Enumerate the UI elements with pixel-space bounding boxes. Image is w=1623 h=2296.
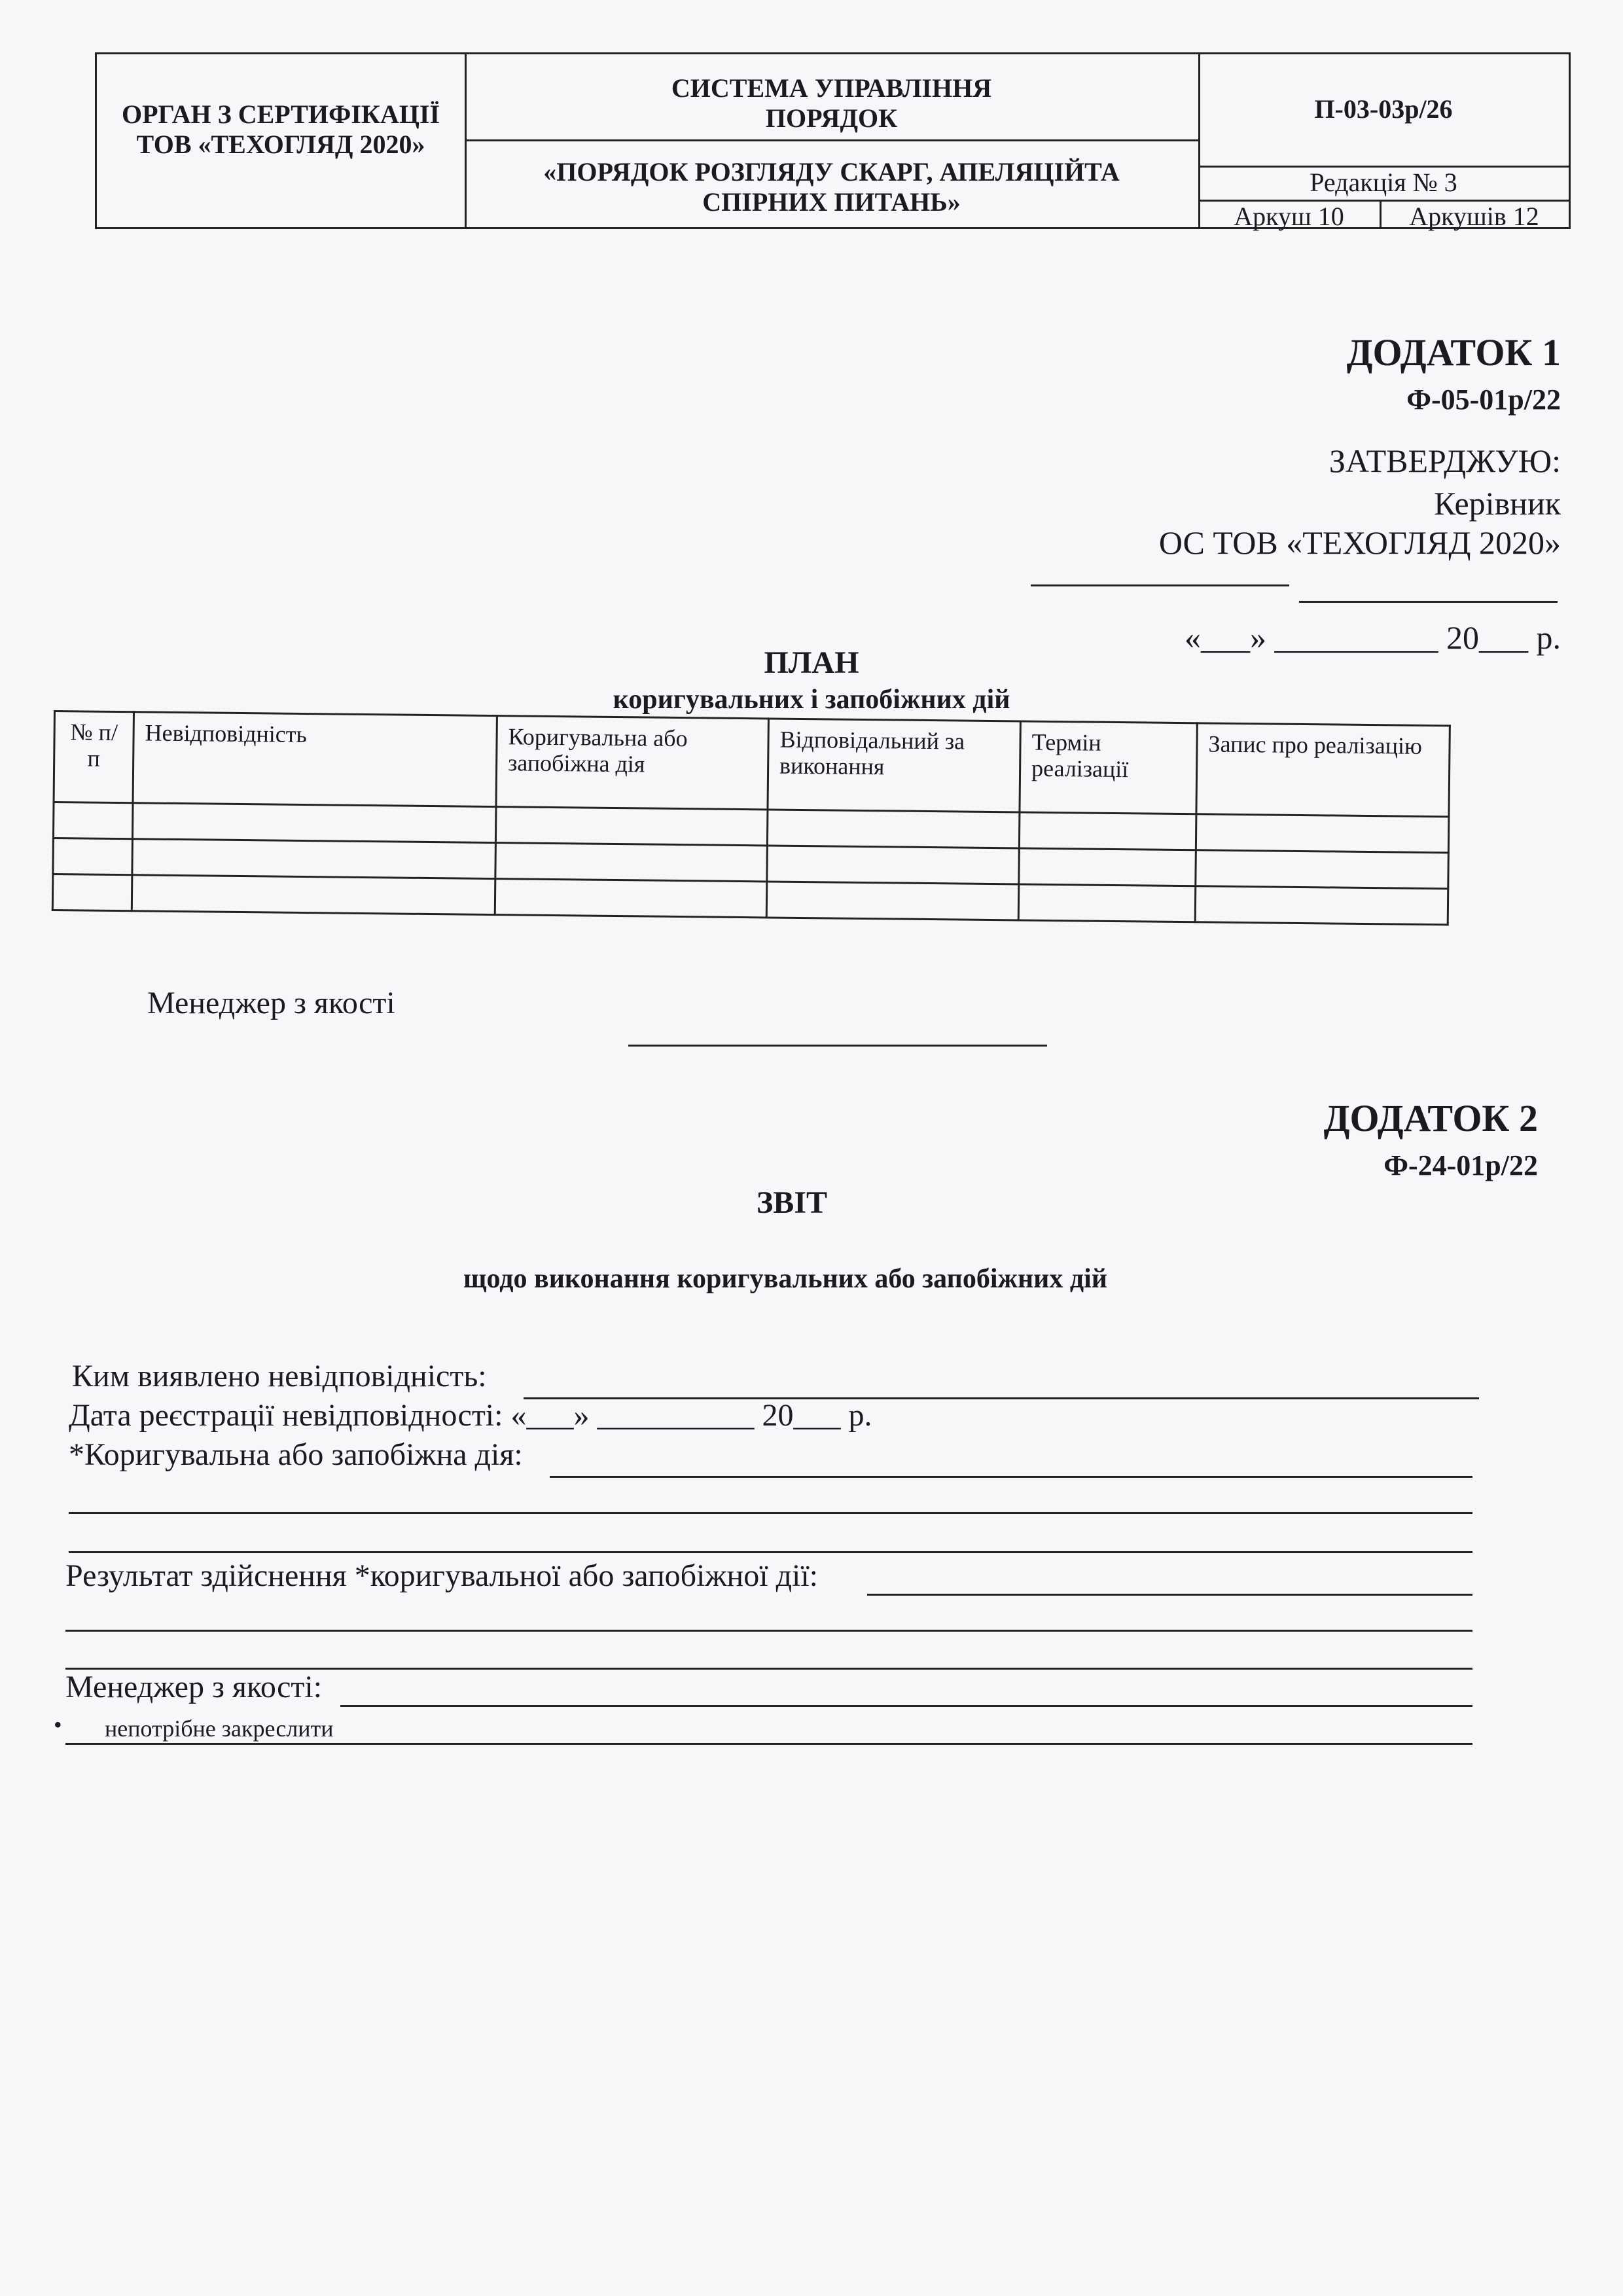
col-responsible: Відповідальний за виконання xyxy=(768,719,1020,812)
head-org: ОС ТОВ «ТЕХОГЛЯД 2020» xyxy=(1158,524,1561,561)
col-deadline: Термін реалізації xyxy=(1020,721,1197,814)
edition: Редакція № 3 xyxy=(1310,168,1457,197)
action-label: *Коригувальна або запобіжна дія: xyxy=(69,1437,523,1472)
appendix1-title: ДОДАТОК 1 xyxy=(1346,331,1561,374)
plan-table xyxy=(52,710,1451,925)
col-number: № п/п xyxy=(54,711,134,803)
action-line-2 xyxy=(69,1512,1472,1514)
sheet-number: Аркуш 10 xyxy=(1234,202,1344,231)
sheets-total: Аркушів 12 xyxy=(1409,202,1539,231)
approve-date: «___» __________ 20___ р. xyxy=(1185,619,1561,656)
org-name-line2: ТОВ «ТЕХОГЛЯД 2020» xyxy=(136,130,425,159)
manager-field-label: Менеджер з якості: xyxy=(65,1670,323,1704)
manager-field-line-2 xyxy=(65,1743,1472,1745)
result-line-1 xyxy=(867,1594,1472,1596)
procedure-title-line2: СПІРНИХ ПИТАНЬ» xyxy=(702,187,961,217)
org-name-line1: ОРГАН З СЕРТИФІКАЦІЇ xyxy=(121,99,440,129)
found-by-label: Ким виявлено невідповідність: xyxy=(72,1359,487,1393)
appendix2-code: Ф-24-01р/22 xyxy=(1383,1149,1538,1181)
procedure-title-line1: «ПОРЯДОК РОЗГЛЯДУ СКАРГ, АПЕЛЯЦІЙТА xyxy=(543,157,1120,187)
head-role: Керівник xyxy=(1434,485,1561,522)
col-action: Коригувальна або запобіжна дія xyxy=(496,716,768,810)
footnote: непотрібне закреслити xyxy=(105,1715,334,1742)
manager-signature-line xyxy=(628,1045,1047,1047)
result-label: Результат здійснення *коригувальної або запобіжної дії: xyxy=(65,1558,819,1593)
manager-field-line xyxy=(340,1705,1472,1707)
system-title: СИСТЕМА УПРАВЛІННЯ xyxy=(671,73,992,103)
result-line-2 xyxy=(65,1630,1472,1632)
col-record: Запис про реалізацію xyxy=(1196,723,1450,817)
document-header xyxy=(95,52,1571,229)
action-line-3 xyxy=(69,1551,1472,1553)
approve-label: ЗАТВЕРДЖУЮ: xyxy=(1329,442,1561,479)
action-line-1 xyxy=(550,1476,1472,1478)
appendix1-code: Ф-05-01р/22 xyxy=(1406,384,1561,416)
reg-date-label: Дата реєстрації невідповідності: «___» __________ 20___ р. xyxy=(69,1398,872,1433)
plan-title: ПЛАН xyxy=(764,645,859,680)
report-title: ЗВІТ xyxy=(756,1185,828,1220)
signature-line xyxy=(1031,584,1289,586)
appendix2-title: ДОДАТОК 2 xyxy=(1323,1097,1538,1139)
name-line xyxy=(1299,601,1558,603)
doc-code: П-03-03р/26 xyxy=(1314,94,1453,124)
bullet-icon: • xyxy=(54,1712,62,1738)
system-subtitle: ПОРЯДОК xyxy=(765,103,898,133)
plan-subtitle: коригувальних і запобіжних дій xyxy=(613,685,1010,715)
manager-label: Менеджер з якості xyxy=(147,986,395,1020)
report-subtitle: щодо виконання коригувальних або запобіжних дій xyxy=(463,1264,1107,1294)
col-nonconformity: Невідповідність xyxy=(133,712,497,807)
